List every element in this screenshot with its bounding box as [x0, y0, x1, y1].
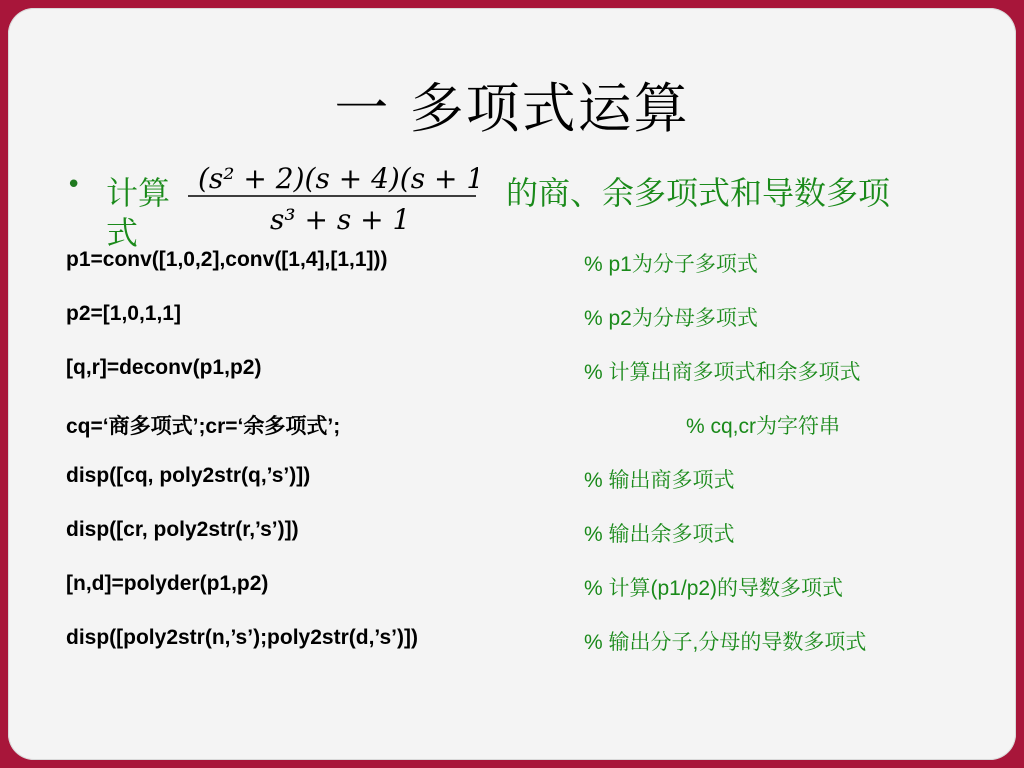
code-text: p1=conv([1,0,2],conv([1,4],[1,1])) [66, 248, 388, 271]
code-text: cq=‘商多项式’;cr=‘余多项式’; [66, 415, 341, 438]
code-block [66, 248, 1016, 680]
bullet-text-post: 的商、余多项式和导数多项 [506, 174, 891, 212]
fraction-numerator: (s² + 2)(s + 4)(s + 1) [198, 162, 478, 195]
code-text: [n,d]=polyder(p1,p2) [66, 572, 269, 595]
code-comment: % p1为分子多项式 [584, 253, 758, 276]
code-line [66, 302, 1016, 356]
slide-title: 一 多项式运算 [334, 77, 690, 140]
code-text: disp([cq, poly2str(q,’s’)]) [66, 464, 311, 487]
code-text: disp([poly2str(n,’s’);poly2str(d,’s’)]) [66, 626, 418, 649]
code-comment: % 计算出商多项式和余多项式 [584, 361, 861, 384]
code-line [66, 248, 1016, 302]
code-comment: % 计算(p1/p2)的导数多项式 [584, 577, 844, 600]
code-comment: % 输出商多项式 [584, 469, 735, 492]
code-text: p2=[1,0,1,1] [66, 302, 181, 325]
code-line [66, 626, 1016, 680]
slide [8, 8, 1016, 760]
code-comment: % cq,cr为字符串 [686, 415, 841, 438]
code-comment: % 输出分子,分母的导数多项式 [584, 631, 867, 654]
code-text: disp([cr, poly2str(r,’s’)]) [66, 518, 299, 541]
bullet-item [66, 156, 996, 256]
code-line [66, 518, 1016, 572]
code-comment: % p2为分母多项式 [584, 307, 758, 330]
bullet-dot-icon: • [66, 170, 82, 200]
code-line [66, 572, 1016, 626]
fraction-formula [188, 156, 478, 236]
bullet-text-pre: 计算 [106, 174, 171, 212]
code-comment: % 输出余多项式 [584, 523, 735, 546]
code-line [66, 464, 1016, 518]
bullet-text-wrap: 式 [106, 214, 139, 252]
fraction-denominator: s³ + s + 1 [270, 203, 411, 236]
code-text: [q,r]=deconv(p1,p2) [66, 356, 262, 379]
code-line [66, 356, 1016, 410]
code-line [66, 410, 1016, 464]
